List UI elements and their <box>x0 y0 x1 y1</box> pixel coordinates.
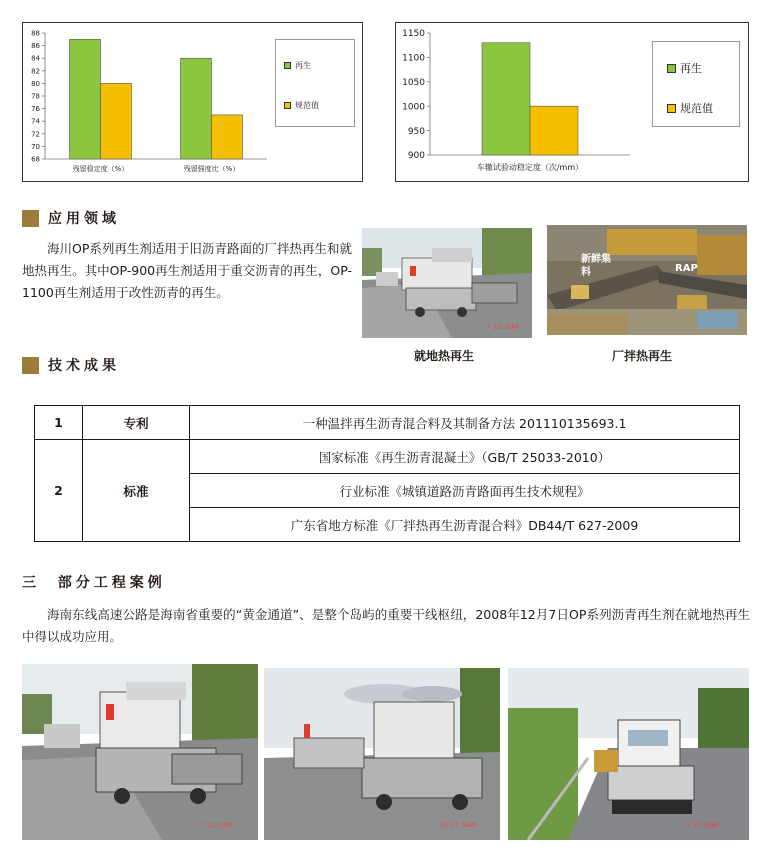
x-tick-label: 残留强度比（%） <box>183 165 240 173</box>
legend-label: 规范值 <box>295 101 319 110</box>
photo-plant-recycling <box>547 225 747 335</box>
case-photo-2 <box>264 668 500 840</box>
y-tick-label: 1000 <box>402 102 425 113</box>
x-tick-label: 残留稳定度（%） <box>72 165 129 173</box>
photo1-caption: 就地热再生 <box>414 349 475 363</box>
x-tick-label: 车辙试验动稳定度（次/mm） <box>476 163 584 172</box>
photo-timestamp: 7 12:20AM <box>200 822 233 829</box>
section-achievements-header <box>22 355 120 375</box>
y-tick-label: 1050 <box>402 77 425 88</box>
photo-in-place-recycling <box>362 228 532 338</box>
legend-swatch-spec <box>667 104 676 113</box>
left-chart-legend <box>275 39 355 127</box>
y-tick-label: 80 <box>31 79 40 88</box>
case-photo-1-image <box>22 664 258 840</box>
y-tick-label: 1150 <box>402 29 425 40</box>
achievements-table <box>34 405 740 542</box>
photo1-caption-wrap <box>414 347 494 363</box>
left-chart <box>22 22 363 182</box>
legend-label: 再生 <box>680 62 702 75</box>
right-chart <box>395 22 749 182</box>
table-row <box>35 406 740 440</box>
row-category: 标准 <box>83 440 190 542</box>
case-photo-2-image <box>264 668 500 840</box>
bar-regen <box>181 58 212 159</box>
legend-swatch-spec <box>284 102 291 109</box>
legend-label: 规范值 <box>680 102 713 115</box>
legend-item <box>284 60 311 71</box>
y-tick-label: 78 <box>31 92 40 101</box>
bar-regen <box>482 43 530 155</box>
legend-item <box>284 100 319 111</box>
y-tick-label: 900 <box>407 151 425 162</box>
y-tick-label: 1100 <box>402 53 425 64</box>
bar-spec <box>212 115 243 159</box>
row-number: 1 <box>35 406 83 440</box>
row-item: 行业标准《城镇道路沥青路面再生技术规程》 <box>190 474 740 508</box>
label-fresh-aggregate: 新鲜集料 <box>581 254 611 278</box>
y-tick-label: 72 <box>31 130 40 139</box>
section-marker <box>22 210 39 227</box>
y-tick-label: 86 <box>31 42 40 51</box>
cases-paragraph: 海南东线高速公路是海南省重要的“黄金通道”、是整个岛屿的重要干线枢纽，2008年12月7日OP系列沥青再生剂在就地热再生中得以成功应用。 <box>22 607 750 644</box>
y-tick-label: 84 <box>31 54 40 63</box>
row-item: 国家标准《再生沥青混凝土》（GB/T 25033-2010） <box>190 440 740 474</box>
road-recycler-image <box>362 228 532 338</box>
row-item: 一种温拌再生沥青混合料及其制备方法 201110135693.1 <box>190 406 740 440</box>
y-tick-label: 82 <box>31 67 40 76</box>
section-application-header <box>22 208 120 228</box>
case-photo-3-image <box>508 668 749 840</box>
bar-regen <box>70 39 101 159</box>
photo-timestamp: 5 10:58AM <box>686 822 719 829</box>
legend-swatch-regen <box>284 62 291 69</box>
plant-mixing-image <box>547 225 747 335</box>
bar-spec <box>530 106 578 155</box>
case-photo-3 <box>508 668 749 840</box>
photo-timestamp: 29 11:56AM <box>440 822 477 829</box>
right-chart-legend <box>652 41 740 127</box>
case-photo-1 <box>22 664 258 840</box>
y-tick-label: 68 <box>31 155 40 164</box>
row-number: 2 <box>35 440 83 542</box>
photo2-caption-wrap <box>612 347 692 363</box>
table-row <box>35 440 740 474</box>
legend-label: 再生 <box>295 61 311 70</box>
row-category: 专利 <box>83 406 190 440</box>
y-tick-label: 70 <box>31 142 40 151</box>
y-tick-label: 74 <box>31 117 40 126</box>
legend-item <box>667 60 702 76</box>
legend-swatch-regen <box>667 64 676 73</box>
label-rap: RAP <box>675 263 698 274</box>
y-tick-label: 950 <box>407 126 425 137</box>
photo-timestamp: 7 12:20AM <box>486 324 519 331</box>
application-paragraph: 海川OP系列再生剂适用于旧沥青路面的厂拌热再生和就地热再生。其中OP-900再生剂适用于重交沥青的再生，OP-1100再生剂适用于改性沥青的再生。 <box>22 241 352 300</box>
section-marker <box>22 357 39 374</box>
section-achievements-title: 技术成果 <box>48 358 120 374</box>
legend-item <box>667 100 713 116</box>
photo2-caption: 厂拌热再生 <box>612 349 673 363</box>
section-application-title: 应用领域 <box>48 211 120 227</box>
y-tick-label: 88 <box>31 29 40 38</box>
section-cases-title: 三 部分工程案例 <box>22 575 166 591</box>
bar-spec <box>101 83 132 159</box>
row-item: 广东省地方标准《厂拌热再生沥青混合料》DB44/T 627-2009 <box>190 508 740 542</box>
y-tick-label: 76 <box>31 105 40 114</box>
